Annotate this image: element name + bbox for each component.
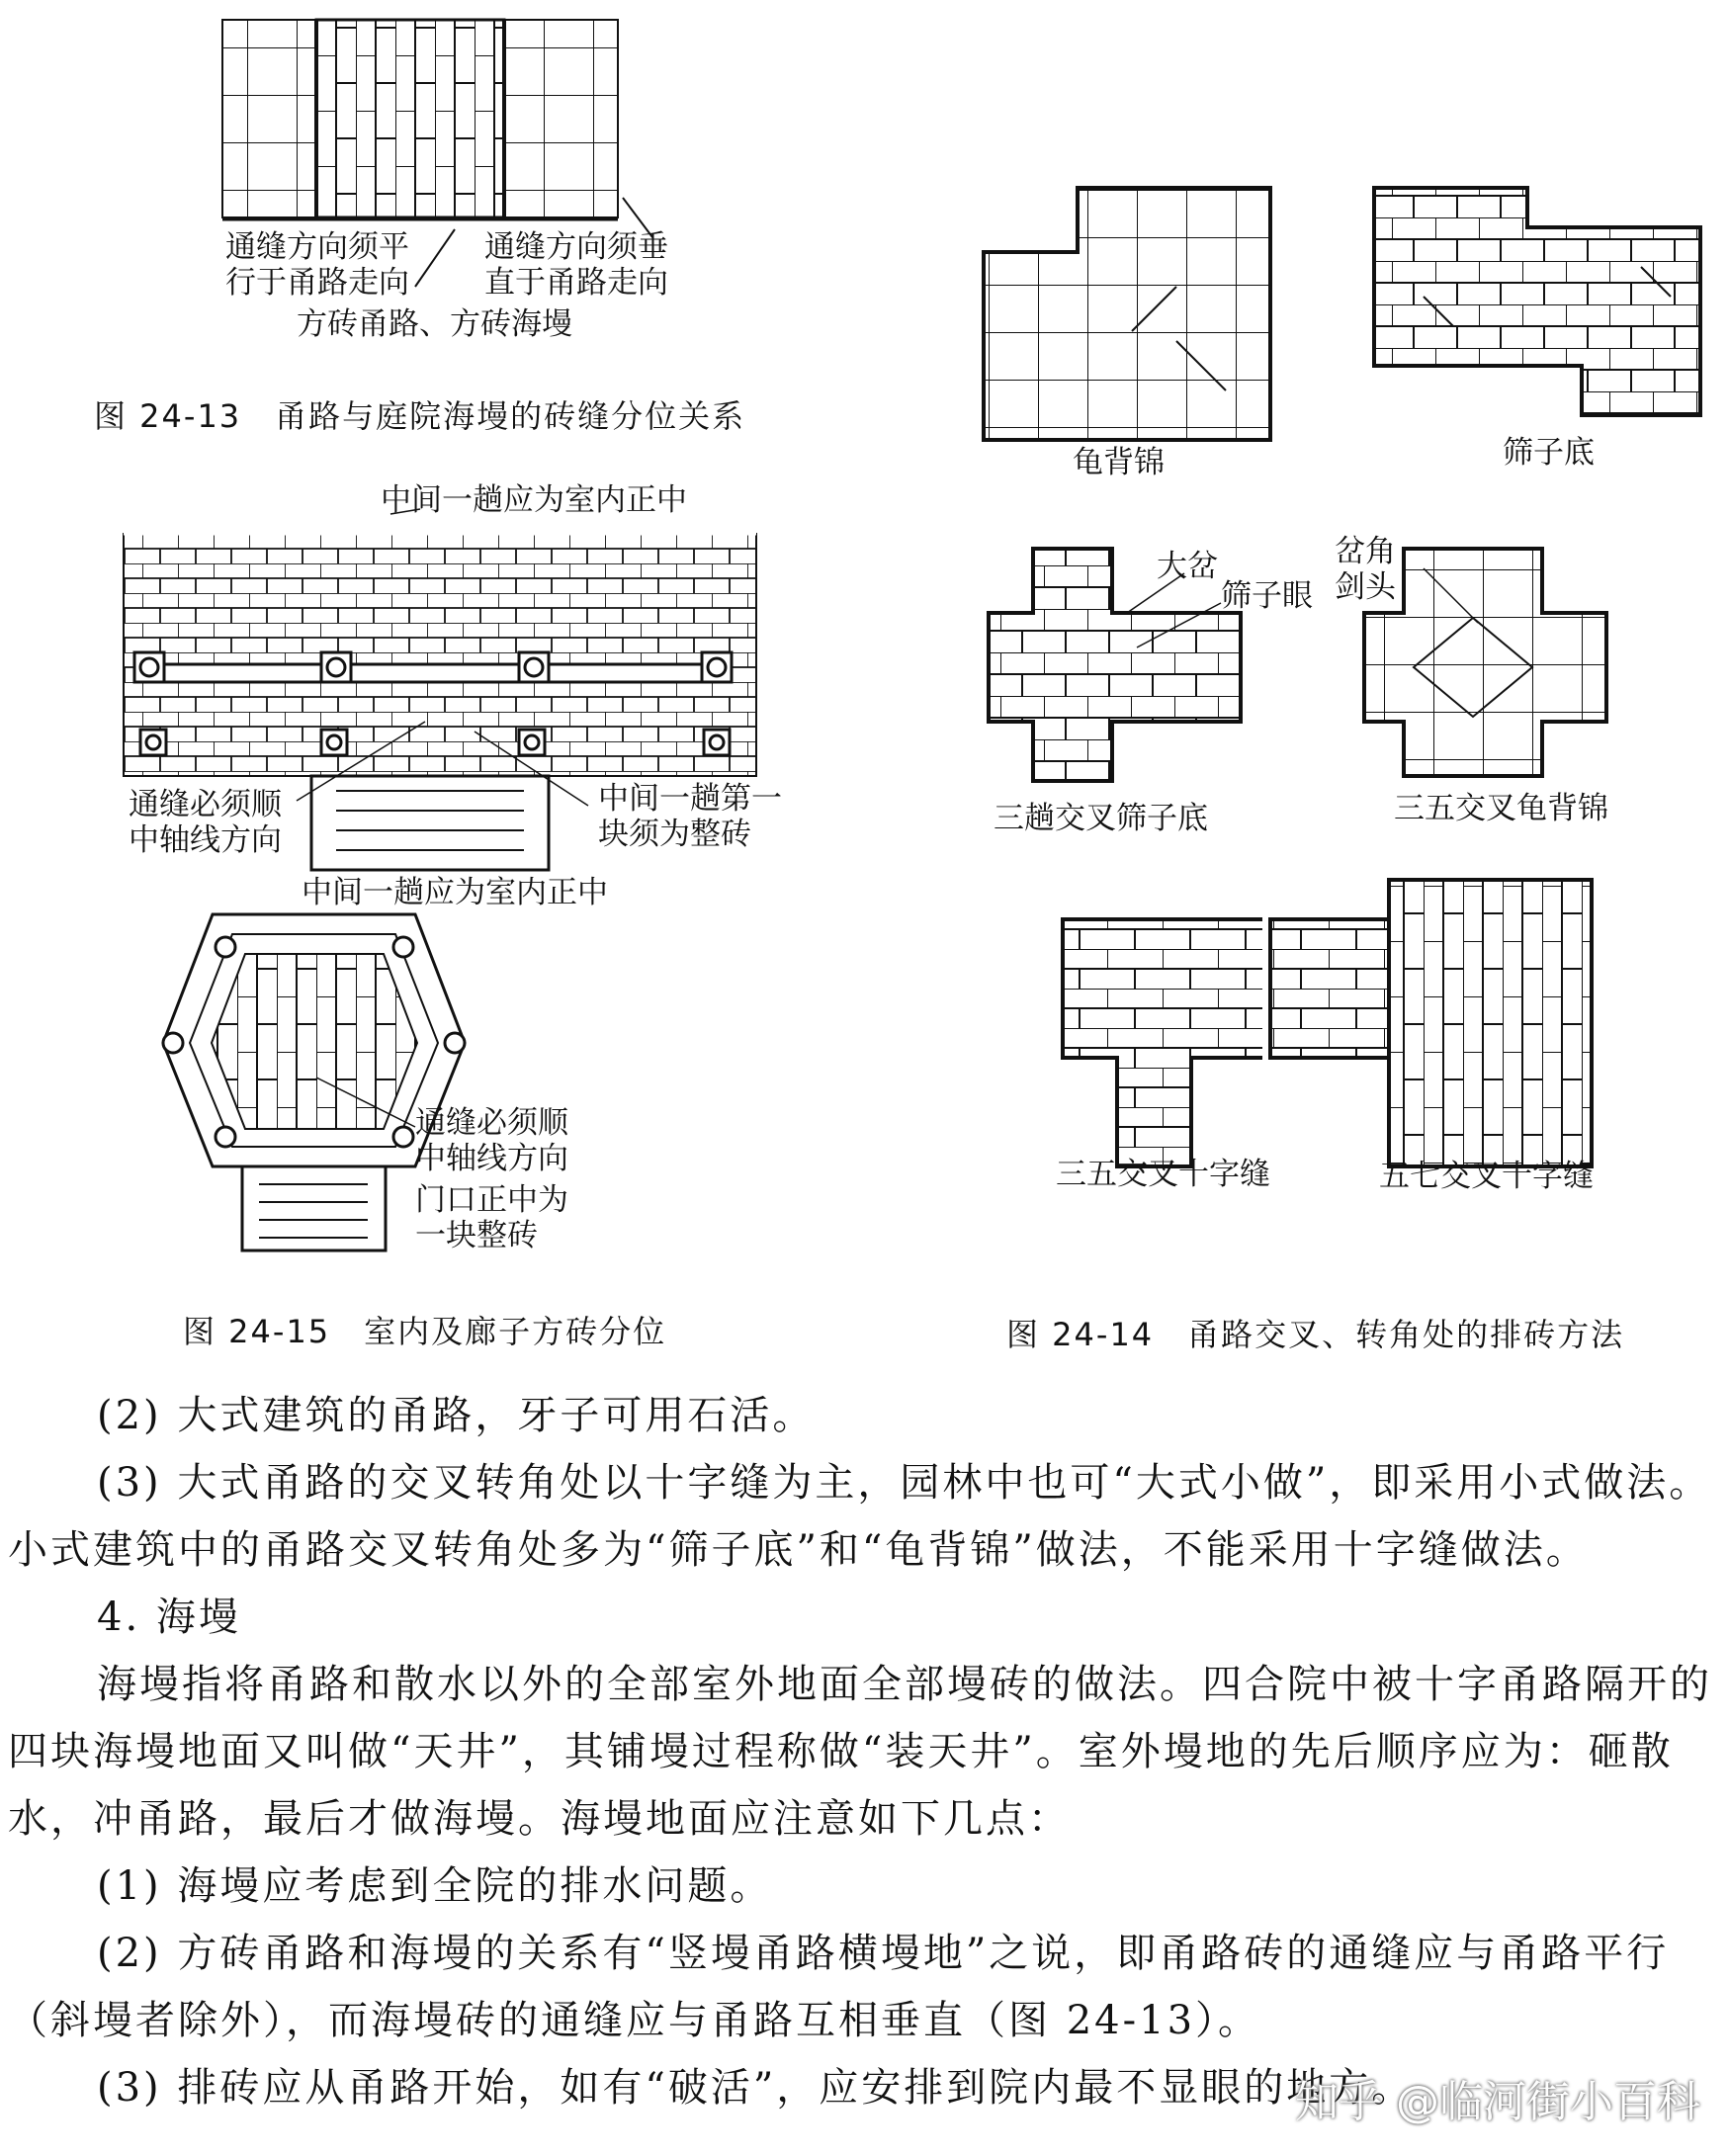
fig15-hex-label-3: 门口正中为 <box>415 1182 568 1218</box>
fig14-label-san-tang: 三趟交叉筛子底 <box>994 801 1208 836</box>
fig14-label-shai-zi-di: 筛子底 <box>1503 435 1595 471</box>
fig-24-14-san-wu-gui-drawing <box>1364 549 1606 776</box>
fig15-label-right-1: 中间一趟第一 <box>598 781 782 817</box>
body-text <box>8 1382 1718 2121</box>
fig13-label-perp-1: 通缝方向须垂 <box>484 229 668 265</box>
fig14-label-jian-tou: 剑头 <box>1335 569 1396 605</box>
fig13-label-parallel-2: 行于甬路走向 <box>225 265 409 301</box>
fig14-label-da-cha: 大岔 <box>1157 549 1218 584</box>
fig15-hex-top-label: 中间一趟应为室内正中 <box>302 875 608 910</box>
fig15-top-label: 中间一趟应为室内正中 <box>381 482 687 518</box>
paragraph-4: (1) 海墁应考虑到全院的排水问题。 <box>97 1863 773 1909</box>
paragraph-5: (2) 方砖甬路和海墁的关系有“竖墁甬路横墁地”之说，即甬路砖的通缝应与甬路平行（斜墁者除外），而海墁砖的通缝应与甬路互相垂直（图 24-13）。 <box>8 1931 1670 2043</box>
fig14-label-gui-bei-jin: 龟背锦 <box>1073 445 1165 480</box>
fig13-label-perp-2: 直于甬路走向 <box>484 265 668 301</box>
fig13-caption: 图 24-13 甬路与庭院海墁的砖缝分位关系 <box>94 397 746 435</box>
fig-24-14-san-wu-shi-drawing <box>1063 919 1265 1166</box>
fig-24-14-wu-qi-shi-drawing <box>1265 880 1592 1166</box>
fig15-caption: 图 24-15 室内及廊子方砖分位 <box>183 1313 667 1350</box>
fig15-hex-label-1: 通缝必须顺 <box>415 1105 568 1141</box>
fig14-label-cha-jiao: 岔角 <box>1335 534 1396 569</box>
fig14-caption: 图 24-14 甬路交叉、转角处的排砖方法 <box>1006 1316 1625 1353</box>
section-heading: 4. 海墁 <box>97 1595 241 1640</box>
fig15-label-right-2: 块须为整砖 <box>598 817 751 852</box>
fig14-label-shai-zi-yan: 筛子眼 <box>1221 578 1313 614</box>
watermark: 知乎 @临河街小百科 <box>1295 2077 1700 2127</box>
fig-24-14-shai-zi-di-drawing <box>1374 188 1700 415</box>
fig15-hex-label-2: 中轴线方向 <box>415 1141 568 1176</box>
fig15-hex-label-4: 一块整砖 <box>415 1218 538 1253</box>
fig14-label-san-wu-gui: 三五交叉龟背锦 <box>1394 791 1608 826</box>
fig14-label-wu-qi-shi: 五七交叉十字缝 <box>1379 1159 1594 1194</box>
paragraph-6: (3) 排砖应从甬路开始，如有“破活”，应安排到院内最不显眼的地方。 <box>97 2065 1415 2111</box>
fig13-label-parallel-1: 通缝方向须平 <box>225 229 409 265</box>
fig15-label-left-1: 通缝必须顺 <box>129 787 282 822</box>
paragraph-2: (3) 大式甬路的交叉转角处以十字缝为主，园林中也可“大式小做”，即采用小式做法。小式建筑中的甬路交叉转角处多为“筛子底”和“龟背锦”做法，不能采用十字缝做法。 <box>8 1460 1712 1573</box>
fig14-label-san-wu-shi: 三五交叉十字缝 <box>1056 1157 1270 1192</box>
fig13-sublabel: 方砖甬路、方砖海墁 <box>297 306 572 342</box>
paragraph-3: 海墁指将甬路和散水以外的全部室外地面全部墁砖的做法。四合院中被十字甬路隔开的四块海墁地面又叫做“天井”，其铺墁过程称做“装天井”。室外墁地的先后顺序应为：砸散水，冲甬路，最后才做海墁。海墁地面应注意如下几点： <box>8 1662 1712 1842</box>
fig15-label-left-2: 中轴线方向 <box>129 822 282 858</box>
fig-24-14-gui-bei-jin-drawing <box>984 188 1270 440</box>
paragraph-1: (2) 大式建筑的甬路，牙子可用石活。 <box>97 1393 816 1438</box>
